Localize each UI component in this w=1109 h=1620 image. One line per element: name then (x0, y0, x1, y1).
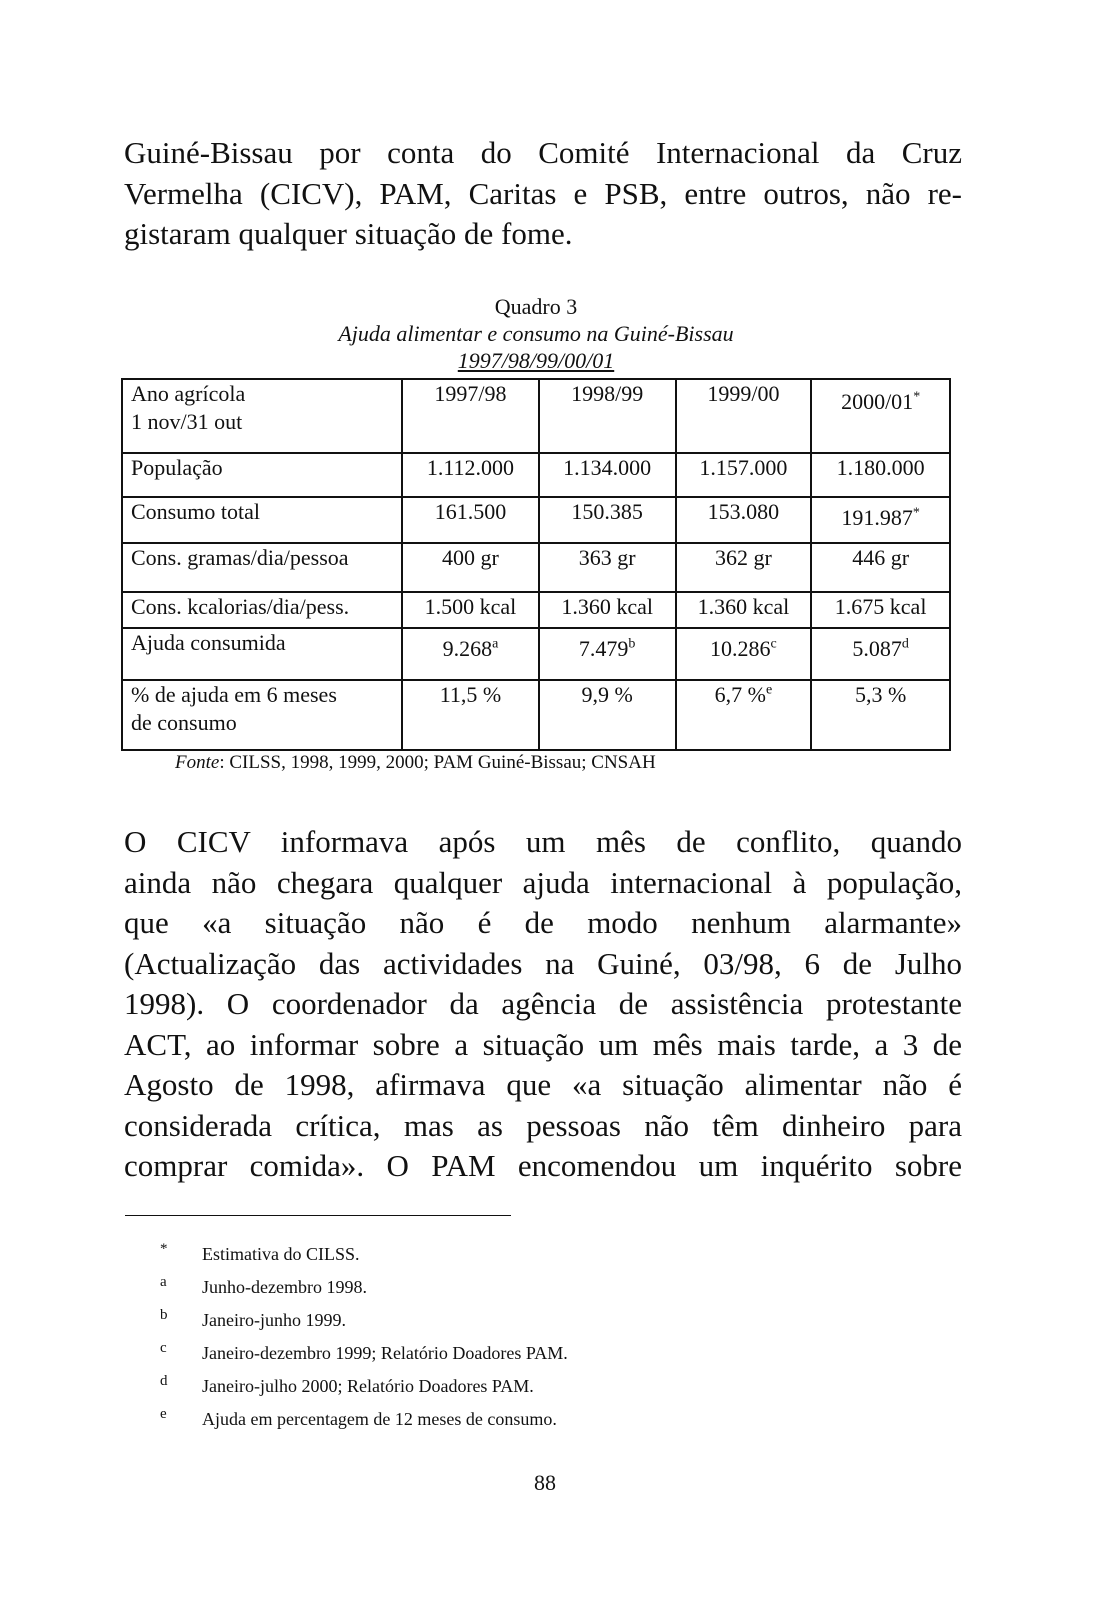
table-header-row (122, 379, 950, 453)
cell-value: 400 gr (442, 545, 499, 570)
row-label (122, 543, 402, 592)
text-line: Vermelha (CICV), PAM, Caritas e PSB, entre outros, não re- (124, 175, 962, 211)
table-cell (676, 592, 812, 628)
row-label-text: de consumo (131, 710, 237, 735)
table-source (175, 752, 656, 774)
footnote-text: Ajuda em percentagem de 12 meses de consumo. (202, 1409, 557, 1429)
footnote-text: Janeiro-junho 1999. (202, 1310, 346, 1330)
footnote-mark: b (160, 1307, 168, 1323)
table-cell (811, 543, 950, 592)
table-cell (402, 628, 539, 680)
table-row (122, 680, 950, 750)
table-cell (539, 543, 676, 592)
table-cell (402, 592, 539, 628)
table-years: 1997/98/99/00/01 (457, 348, 615, 373)
header-cell: 1999/00 (676, 379, 812, 453)
footnote-divider (125, 1215, 511, 1216)
cell-value: 7.479 (578, 636, 629, 661)
footnote-mark: c (160, 1340, 167, 1356)
text-line: (Actualização das actividades na Guiné, 03/98, 6 de Julho (124, 945, 962, 981)
header-text: 2000/01 (841, 389, 914, 414)
table-cell (402, 497, 539, 543)
cell-value: 5.087 (852, 636, 902, 661)
intro-paragraph (124, 133, 962, 255)
table-title: Ajuda alimentar e consumo na Guiné-Bissau (338, 321, 734, 346)
footnote-mark: * (913, 389, 921, 405)
cell-value: 191.987 (841, 505, 913, 530)
footnote-mark: e (160, 1406, 167, 1422)
header-line: 1 nov/31 out (131, 409, 243, 434)
row-label-text: População (131, 455, 223, 480)
cell-value: 1.180.000 (836, 455, 925, 480)
table-cell (539, 592, 676, 628)
footnote-mark: e (765, 682, 773, 698)
cell-value: 6,7 % (714, 682, 766, 707)
table-cell (402, 543, 539, 592)
footnote (160, 1238, 568, 1271)
table-cell (539, 453, 676, 497)
footnote-mark: d (901, 636, 909, 652)
table-cell (811, 680, 950, 750)
footnote-text: Estimativa do CILSS. (202, 1244, 360, 1264)
footnote-mark: * (160, 1241, 168, 1257)
footnote-mark: a (160, 1274, 167, 1290)
cell-value: 1.675 kcal (834, 594, 927, 619)
data-table (121, 378, 951, 751)
cell-value: 1.157.000 (699, 455, 788, 480)
table-cell (676, 628, 812, 680)
footnote (160, 1370, 568, 1403)
table-label: Quadro 3 (494, 294, 578, 319)
cell-value: 1.360 kcal (697, 594, 790, 619)
row-label-text: Cons. gramas/dia/pessoa (131, 545, 349, 570)
table-cell (539, 497, 676, 543)
header-line: Ano agrícola (131, 381, 246, 406)
header-cell: 1998/99 (539, 379, 676, 453)
cell-value: 1.134.000 (563, 455, 652, 480)
cell-value: 10.286 (710, 636, 771, 661)
row-label (122, 680, 402, 750)
table-row (122, 592, 950, 628)
cell-value: 150.385 (571, 499, 643, 524)
header-cell (811, 379, 950, 453)
text-line: considerada crítica, mas as pessoas não têm dinheiro para (124, 1107, 962, 1143)
table-row (122, 543, 950, 592)
footnote (160, 1403, 568, 1436)
text-line: ainda não chegara qualquer ajuda internacional à população, (124, 864, 962, 900)
cell-value: 9.268 (442, 636, 493, 661)
table-row (122, 453, 950, 497)
source-text: : CILSS, 1998, 1999, 2000; PAM Guiné-Bissau; CNSAH (219, 752, 656, 773)
table-cell (811, 592, 950, 628)
header-cell: 1997/98 (402, 379, 539, 453)
table-cell (676, 453, 812, 497)
text-line: comprar comida». O PAM encomendou um inquérito sobre (124, 1148, 962, 1183)
body-paragraph (124, 822, 962, 1187)
table-cell (676, 497, 812, 543)
table-row (122, 628, 950, 680)
source-label: Fonte (175, 752, 220, 773)
row-label (122, 628, 402, 680)
footnote-text: Janeiro-dezembro 1999; Relatório Doadores PAM. (202, 1343, 568, 1363)
cell-value: 11,5 % (439, 682, 502, 707)
cell-value: 446 gr (852, 545, 910, 570)
page-number: 88 (534, 1470, 556, 1495)
table-cell (811, 628, 950, 680)
table-cell (539, 680, 676, 750)
table-cell (539, 628, 676, 680)
footnote (160, 1304, 568, 1337)
text-line: ACT, ao informar sobre a situação um mês mais tarde, a 3 de (124, 1026, 962, 1062)
cell-value: 153.080 (707, 499, 780, 524)
cell-value: 5,3 % (854, 682, 907, 707)
footnotes (160, 1238, 568, 1436)
cell-value: 363 gr (578, 545, 636, 570)
row-label-text: Ajuda consumida (131, 630, 286, 655)
footnote-text: Junho-dezembro 1998. (202, 1277, 367, 1297)
table-cell (402, 680, 539, 750)
table-cell (811, 453, 950, 497)
text-line: 1998). O coordenador da agência de assistência protestante (124, 986, 962, 1021)
cell-value: 1.500 kcal (424, 594, 517, 619)
text-line: Agosto de 1998, afirmava que «a situação alimentar não é (124, 1067, 962, 1102)
footnote-mark: c (770, 636, 777, 652)
table-cell (676, 543, 812, 592)
row-label-text: Cons. kcalorias/dia/pess. (131, 594, 350, 619)
text-line: gistaram qualquer situação de fome. (124, 216, 573, 251)
footnote-mark: b (628, 636, 636, 652)
cell-value: 1.112.000 (426, 455, 515, 480)
row-label-text: % de ajuda em 6 meses (131, 682, 337, 707)
footnote-mark: a (492, 636, 499, 652)
row-label (122, 592, 402, 628)
footnote-text: Janeiro-julho 2000; Relatório Doadores PAM. (202, 1376, 534, 1396)
row-label (122, 453, 402, 497)
header-label (122, 379, 402, 453)
table-cell (676, 680, 812, 750)
table-cell (811, 497, 950, 543)
cell-value: 9,9 % (581, 682, 633, 707)
text-line: Guiné-Bissau por conta do Comité Internacional da Cruz (124, 135, 962, 170)
row-label (122, 497, 402, 543)
cell-value: 161.500 (434, 499, 507, 524)
table-caption (121, 293, 951, 374)
cell-value: 362 gr (714, 545, 772, 570)
cell-value: 1.360 kcal (561, 594, 653, 619)
text-line: que «a situação não é de modo nenhum alarmante» (124, 905, 962, 940)
footnote (160, 1271, 568, 1304)
footnote-mark: * (912, 505, 920, 521)
table-cell (402, 453, 539, 497)
footnote (160, 1337, 568, 1370)
table-row (122, 497, 950, 543)
footnote-mark: d (160, 1373, 168, 1389)
row-label-text: Consumo total (131, 499, 260, 524)
text-line: O CICV informava após um mês de conflito, quando (124, 824, 962, 859)
